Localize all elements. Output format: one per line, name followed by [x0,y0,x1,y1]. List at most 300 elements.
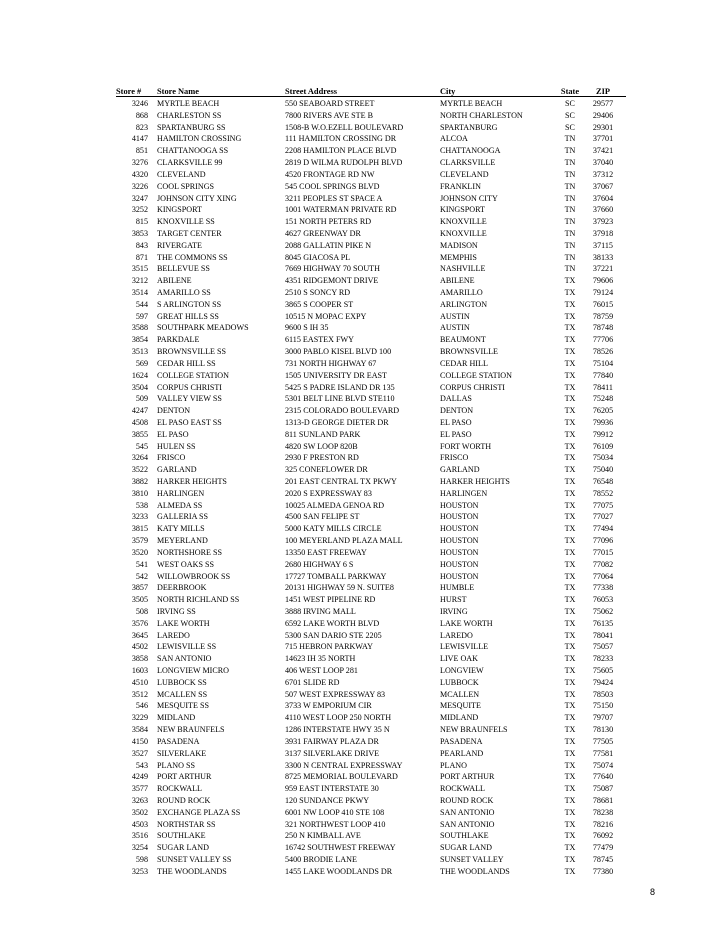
cell-street-address: 3300 N CENTRAL EXPRESSWAY [285,760,403,770]
cell-state: TX [564,748,576,758]
cell-street-address: 3888 IRVING MALL [285,606,356,616]
cell-state: TX [564,500,576,510]
table-row [116,535,626,547]
cell-store-number: 3815 [131,524,148,534]
cell-store-number: 868 [135,110,148,120]
cell-state: SC [565,122,575,132]
cell-state: TN [564,134,576,144]
cell-zip: 76548 [592,477,614,486]
cell-store-name: GARLAND [157,465,197,475]
cell-store-number: 598 [135,855,148,864]
cell-street-address: 7669 HIGHWAY 70 SOUTH [285,264,380,274]
cell-street-address: 3000 PABLO KISEL BLVD 100 [285,347,392,357]
cell-zip: 78526 [592,347,614,357]
cell-store-number: 3226 [131,181,148,191]
table-row [116,819,626,831]
table-row [116,630,626,642]
cell-store-name: GALLERIA SS [157,512,209,522]
table-row [116,98,626,110]
cell-store-number: 3504 [131,382,148,392]
table-row [116,606,626,618]
cell-store-name: CLARKSVILLE 99 [157,158,223,168]
cell-city: HARKER HEIGHTS [440,477,510,486]
cell-zip: 76053 [592,595,614,605]
cell-zip: 29406 [592,110,614,120]
table-row [116,700,626,712]
cell-zip: 78216 [592,819,614,829]
cell-store-number: 1603 [131,666,148,675]
cell-street-address: 2088 GALLATIN PIKE N [285,240,372,250]
cell-store-name: PORT ARTHUR [157,772,212,782]
cell-zip: 77840 [592,370,614,380]
cell-city: EL PASO [440,429,472,439]
cell-store-number: 3527 [131,748,148,758]
cell-zip: 76015 [592,299,614,309]
cell-city: SAN ANTONIO [440,819,495,829]
cell-zip: 78233 [592,654,614,664]
cell-store-name: MESQUITE SS [157,701,209,711]
cell-street-address: 4500 SAN FELIPE ST [285,512,360,522]
cell-store-number: 543 [135,760,148,770]
cell-zip: 37604 [592,193,614,203]
cell-city: NASHVILLE [440,264,486,274]
table-row [116,488,626,500]
cell-store-name: SAN ANTONIO [157,654,212,664]
cell-zip: 75150 [592,701,614,711]
cell-street-address: 6001 NW LOOP 410 STE 108 [285,807,385,817]
cell-state: TX [564,571,576,581]
cell-store-number: 3588 [131,323,148,333]
cell-street-address: 325 CONEFLOWER DR [285,465,368,475]
cell-zip: 77479 [592,843,614,853]
cell-state: TX [564,429,576,439]
cell-zip: 75087 [592,784,614,794]
cell-city: SUNSET VALLEY [440,855,504,864]
cell-store-name: EL PASO EAST SS [157,417,222,427]
cell-store-name: TARGET CENTER [157,228,222,238]
cell-city: BROWNSVILLE [440,347,498,357]
cell-zip: 78759 [592,311,614,321]
cell-store-number: 3247 [131,193,148,203]
cell-store-number: 3514 [131,288,148,297]
cell-street-address: 545 COOL SPRINGS BLVD [285,181,380,191]
table-row [116,429,626,441]
table-row [116,464,626,476]
table-row [116,760,626,772]
cell-state: TX [564,382,576,392]
cell-state: TN [564,228,576,238]
cell-store-name: PASADENA [157,736,200,746]
cell-state: TX [564,760,576,770]
cell-zip: 79936 [592,417,614,427]
cell-street-address: 5400 BRODIE LANE [285,855,357,864]
cell-street-address: 321 NORTHWEST LOOP 410 [285,819,386,829]
cell-city: BEAUMONT [440,335,486,345]
cell-city: LAKE WORTH [440,618,493,628]
cell-zip: 78041 [592,630,614,640]
cell-store-name: SUGAR LAND [157,843,209,853]
cell-street-address: 111 HAMILTON CROSSING DR [285,134,397,144]
cell-street-address: 3865 S COOPER ST [285,299,354,309]
cell-state: TX [564,866,576,876]
cell-state: TX [564,677,576,687]
cell-store-name: HARLINGEN [157,488,205,498]
cell-street-address: 14623 IH 35 NORTH [285,654,356,664]
cell-city: KNOXVILLE [440,217,487,227]
cell-city: FORT WORTH [440,441,492,451]
cell-store-name: NEW BRAUNFELS [157,725,225,735]
cell-state: TN [564,252,576,262]
cell-street-address: 5300 SAN DARIO STE 2205 [285,630,382,640]
cell-street-address: 3211 PEOPLES ST SPACE A [285,193,383,203]
cell-store-name: VALLEY VIEW SS [157,394,222,404]
cell-state: TX [564,441,576,451]
cell-state: TX [564,642,576,652]
cell-store-name: CHATTANOOGA SS [157,146,229,156]
cell-state: SC [565,99,575,108]
cell-city: EL PASO [440,417,472,427]
table-row [116,842,626,854]
cell-street-address: 2020 S EXPRESSWAY 83 [285,488,372,498]
cell-zip: 29577 [592,99,614,108]
table-row [116,133,626,145]
cell-store-number: 3854 [131,335,148,345]
cell-city: SOUTHLAKE [440,831,489,841]
cell-zip: 77082 [592,559,614,569]
cell-store-name: SPARTANBURG SS [157,122,226,132]
cell-store-number: 4508 [131,417,148,427]
cell-street-address: 2930 F PRESTON RD [285,453,359,463]
table-row [116,866,626,878]
cell-street-address: 731 NORTH HIGHWAY 67 [285,358,377,368]
cell-store-number: 3252 [131,205,148,215]
cell-state: TX [564,453,576,463]
cell-state: TX [564,772,576,782]
cell-city: HURST [440,595,467,605]
cell-zip: 75074 [592,760,614,770]
cell-city: SUGAR LAND [440,843,492,853]
table-row [116,322,626,334]
cell-zip: 77494 [592,524,614,534]
header-underline [116,96,626,97]
table-row [116,240,626,252]
cell-zip: 77096 [592,536,614,546]
cell-store-number: 4150 [131,736,148,746]
table-row [116,452,626,464]
table-row [116,736,626,748]
table-row [116,724,626,736]
table-header [116,87,626,97]
cell-zip: 77581 [592,748,614,758]
cell-store-number: 823 [135,122,148,132]
cell-zip: 38133 [592,252,614,262]
table-row [116,405,626,417]
cell-store-number: 3512 [131,689,148,699]
cell-zip: 76109 [592,441,614,451]
cell-store-number: 3645 [131,630,148,640]
cell-street-address: 1286 INTERSTATE HWY 35 N [285,725,390,735]
cell-street-address: 201 EAST CENTRAL TX PKWY [285,477,397,486]
cell-state: TX [564,795,576,805]
cell-city: THE WOODLANDS [440,866,510,876]
cell-zip: 77064 [592,571,614,581]
cell-zip: 75605 [592,666,614,675]
table-row [116,334,626,346]
cell-city: CLEVELAND [440,169,489,179]
table-row [116,204,626,216]
cell-street-address: 2208 HAMILTON PLACE BLVD [285,146,397,156]
table-row [116,571,626,583]
cell-store-number: 3502 [131,807,148,817]
cell-zip: 75057 [592,642,614,652]
cell-state: TX [564,654,576,664]
cell-store-number: 4502 [131,642,148,652]
cell-zip: 77706 [592,335,614,345]
cell-street-address: 4520 FRONTAGE RD NW [285,169,375,179]
cell-city: MADISON [440,240,478,250]
cell-store-name: PARKDALE [157,335,200,345]
cell-store-name: HARKER HEIGHTS [157,477,227,486]
cell-store-number: 4510 [131,677,148,687]
cell-city: LAREDO [440,630,473,640]
cell-street-address: 100 MEYERLAND PLAZA MALL [285,536,403,546]
cell-store-number: 3515 [131,264,148,274]
header-street-address: Street Address [285,87,338,96]
table-row [116,252,626,264]
page-number: 8 [650,887,656,897]
table-row [116,523,626,535]
cell-store-number: 541 [135,559,148,569]
cell-store-number: 815 [135,217,148,227]
cell-store-name: MYRTLE BEACH [157,99,220,108]
cell-state: TX [564,477,576,486]
cell-state: TX [564,843,576,853]
cell-state: TX [564,559,576,569]
cell-city: HOUSTON [440,571,479,581]
cell-street-address: 6701 SLIDE RD [285,677,340,687]
cell-city: SAN ANTONIO [440,807,495,817]
cell-store-name: LAKE WORTH [157,618,210,628]
cell-street-address: 3137 SILVERLAKE DRIVE [285,748,380,758]
cell-city: DALLAS [440,394,472,404]
cell-state: TX [564,335,576,345]
header-city: City [440,87,456,96]
cell-state: TX [564,311,576,321]
cell-zip: 76135 [592,618,614,628]
cell-city: LIVE OAK [440,654,478,664]
table-row [116,370,626,382]
table-row [116,417,626,429]
cell-store-number: 1624 [131,370,148,380]
cell-store-number: 871 [135,252,148,262]
cell-store-name: CEDAR HILL SS [157,358,216,368]
cell-city: CEDAR HILL [440,358,488,368]
cell-street-address: 550 SEABOARD STREET [285,99,375,108]
cell-city: HOUSTON [440,547,479,557]
cell-zip: 37918 [592,228,614,238]
cell-zip: 37040 [592,158,614,168]
table-row [116,559,626,571]
cell-street-address: 9600 S IH 35 [285,323,329,333]
cell-store-name: LUBBOCK SS [157,677,207,687]
cell-zip: 37421 [592,146,614,156]
cell-street-address: 10025 ALMEDA GENOA RD [285,500,385,510]
cell-store-name: EL PASO [157,429,189,439]
cell-store-name: EXCHANGE PLAZA SS [157,807,241,817]
cell-state: TX [564,406,576,416]
cell-state: TN [564,158,576,168]
cell-store-name: BELLEVUE SS [157,264,210,274]
cell-state: TX [564,370,576,380]
cell-store-number: 3520 [131,547,148,557]
cell-store-name: DEERBROOK [157,583,207,593]
table-row [116,677,626,689]
cell-state: TN [564,240,576,250]
cell-store-number: 3855 [131,429,148,439]
cell-street-address: 6115 EASTEX FWY [285,335,354,345]
cell-store-name: NORTHSHORE SS [157,547,222,557]
cell-zip: 79707 [592,713,614,723]
header-zip: ZIP [596,87,610,96]
cell-city: HUMBLE [440,583,475,593]
cell-street-address: 2819 D WILMA RUDOLPH BLVD [285,158,403,168]
cell-state: TX [564,465,576,475]
cell-store-number: 3229 [131,713,148,723]
cell-city: GARLAND [440,465,480,475]
cell-street-address: 13350 EAST FREEWAY [285,547,367,557]
cell-store-number: 3853 [131,228,148,238]
table-row [116,263,626,275]
cell-store-name: SOUTHPARK MEADOWS [157,323,249,333]
cell-zip: 79912 [592,429,614,439]
cell-store-number: 3577 [131,784,148,794]
cell-city: MESQUITE [440,701,481,711]
table-row [116,157,626,169]
header-store-number: Store # [116,87,142,96]
table-row [116,748,626,760]
table-row [116,653,626,665]
cell-state: TN [564,205,576,215]
cell-street-address: 20131 HIGHWAY 59 N. SUITE8 [285,583,394,593]
cell-city: MYRTLE BEACH [440,99,503,108]
cell-store-name: NORTH RICHLAND SS [157,595,240,605]
cell-store-number: 3522 [131,465,148,475]
cell-city: HOUSTON [440,536,479,546]
cell-state: TX [564,276,576,286]
cell-state: TX [564,524,576,534]
cell-store-number: 3212 [131,276,148,286]
cell-street-address: 4110 WEST LOOP 250 NORTH [285,713,392,723]
cell-city: PASADENA [440,736,483,746]
cell-state: TN [564,169,576,179]
cell-street-address: 10515 N MOPAC EXPY [285,311,367,321]
cell-zip: 75034 [592,453,614,463]
cell-store-number: 3810 [131,488,148,498]
cell-store-name: HULEN SS [157,441,196,451]
table-row [116,145,626,157]
cell-city: CORPUS CHRISTI [440,382,505,392]
table-row [116,346,626,358]
cell-state: TX [564,831,576,841]
cell-state: TX [564,630,576,640]
cell-city: KNOXVILLE [440,228,487,238]
cell-store-number: 4147 [131,134,148,144]
cell-store-number: 3505 [131,595,148,605]
cell-store-number: 843 [135,240,148,250]
table-row [116,476,626,488]
cell-state: TX [564,547,576,557]
cell-state: TX [564,784,576,794]
cell-store-number: 542 [135,571,148,581]
cell-store-number: 3584 [131,725,148,735]
cell-street-address: 5301 BELT LINE BLVD STE110 [285,394,395,404]
cell-zip: 37312 [592,169,614,179]
cell-store-name: THE COMMONS SS [157,252,228,262]
table-row [116,830,626,842]
cell-state: TX [564,417,576,427]
cell-store-number: 3254 [131,843,148,853]
table-row [116,358,626,370]
table-row [116,783,626,795]
cell-zip: 29301 [592,122,614,132]
cell-city: FRANKLIN [440,181,481,191]
cell-store-name: IRVING SS [157,606,196,616]
cell-store-name: DENTON [157,406,191,416]
cell-store-number: 4503 [131,819,148,829]
cell-state: TX [564,807,576,817]
cell-city: COLLEGE STATION [440,370,512,380]
cell-store-name: AMARILLO SS [157,288,211,297]
table-row [116,393,626,405]
table-row [116,689,626,701]
table-row [116,382,626,394]
cell-city: CHATTANOOGA [440,146,501,156]
cell-store-number: 3233 [131,512,148,522]
cell-state: TX [564,299,576,309]
cell-state: TX [564,736,576,746]
cell-zip: 37701 [592,134,614,144]
cell-street-address: 1455 LAKE WOODLANDS DR [285,866,393,876]
cell-city: MEMPHIS [440,252,477,262]
cell-city: CLARKSVILLE [440,158,496,168]
cell-store-number: 597 [135,311,148,321]
cell-zip: 37067 [592,181,614,191]
cell-state: TN [564,193,576,203]
cell-zip: 37923 [592,217,614,227]
cell-zip: 75062 [592,606,614,616]
cell-state: TX [564,347,576,357]
cell-city: ALCOA [440,134,468,144]
cell-store-number: 3576 [131,618,148,628]
cell-street-address: 1451 WEST PIPELINE RD [285,595,376,605]
cell-street-address: 120 SUNDANCE PKWY [285,795,370,805]
table-row [116,181,626,193]
cell-state: TX [564,512,576,522]
cell-store-name: COLLEGE STATION [157,370,229,380]
cell-store-name: LEWISVILLE SS [157,642,217,652]
cell-street-address: 4820 SW LOOP 820B [285,441,358,451]
cell-city: HARLINGEN [440,488,488,498]
cell-street-address: 4351 RIDGEMONT DRIVE [285,276,379,286]
cell-street-address: 7800 RIVERS AVE STE B [285,110,373,120]
cell-store-name: HAMILTON CROSSING [157,134,242,144]
cell-zip: 79124 [592,288,614,297]
cell-city: PORT ARTHUR [440,772,495,782]
cell-store-name: LONGVIEW MICRO [157,666,230,675]
cell-store-number: 3858 [131,654,148,664]
cell-store-number: 4320 [131,169,148,179]
table-row [116,547,626,559]
